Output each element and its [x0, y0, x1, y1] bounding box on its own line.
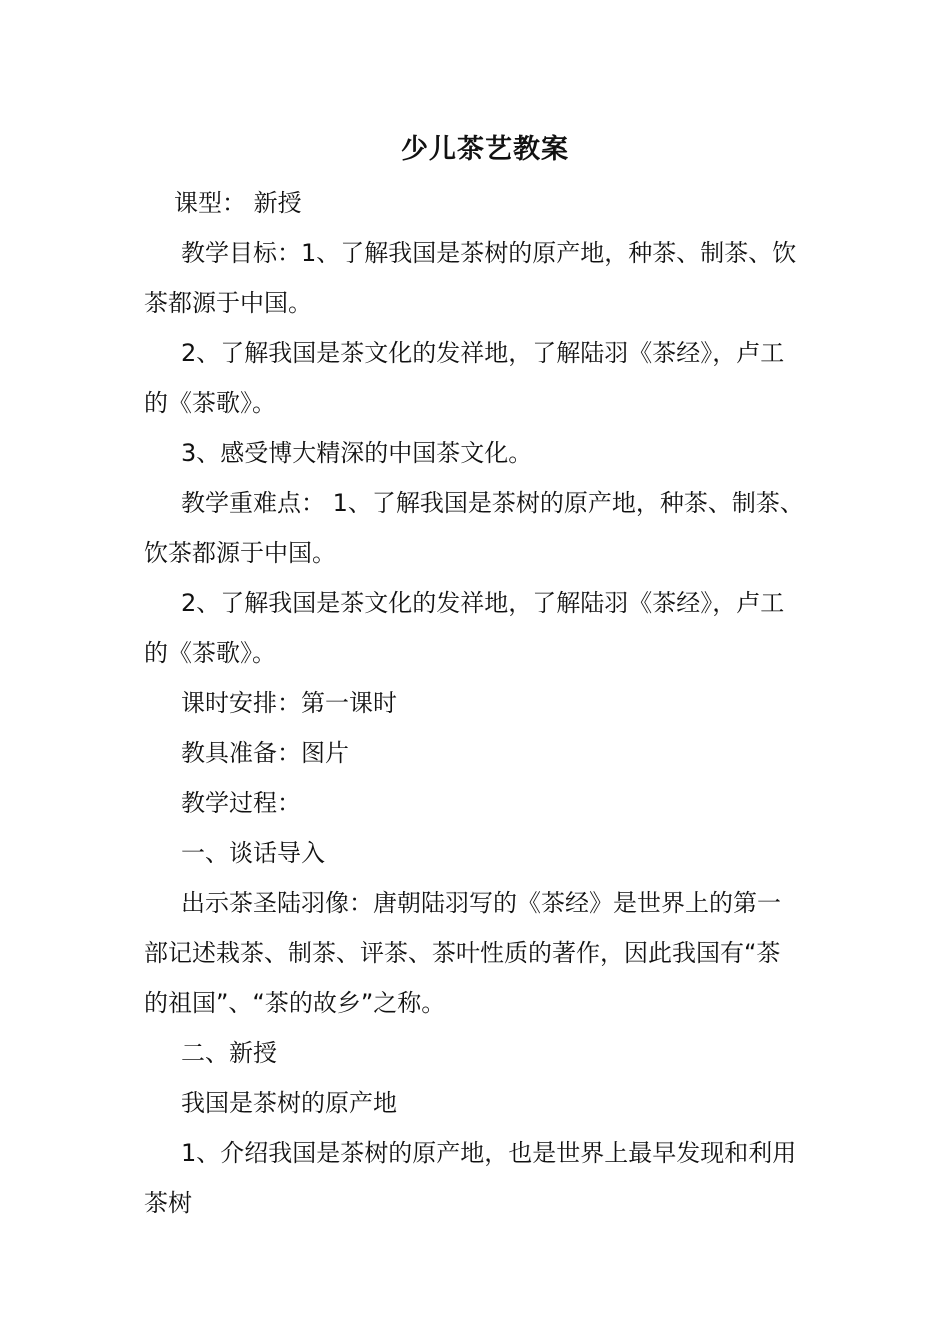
key-point-2-paragraph: 2、了解我国是茶文化的发祥地，了解陆羽《茶经》，卢工的《茶歌》。 — [144, 589, 785, 667]
document-body — [144, 178, 804, 1228]
objective-2-paragraph: 2、了解我国是茶文化的发祥地，了解陆羽《茶经》，卢工的《茶歌》。 — [144, 339, 785, 417]
process-heading: 教学过程： — [181, 789, 301, 817]
objectives-paragraph: 教学目标：1、了解我国是茶树的原产地，种茶、制茶、饮茶都源于中国。 — [144, 239, 797, 317]
intro-paragraph: 出示茶圣陆羽像：唐朝陆羽写的《茶经》是世界上的第一部记述栽茶、制茶、评茶、茶叶性质的著作，因此我国有“茶的祖国”、“茶的故乡”之称。 — [144, 889, 781, 1017]
subheading-paragraph: 我国是茶树的原产地 — [181, 1089, 397, 1117]
schedule-paragraph: 课时安排：第一课时 — [181, 689, 397, 717]
section-1-heading: 一、谈话导入 — [181, 839, 325, 867]
lesson-type-paragraph: 课型： 新授 — [174, 189, 302, 217]
point-1-paragraph: 1、介绍我国是茶树的原产地，也是世界上最早发现和利用茶树 — [144, 1139, 797, 1217]
key-points-paragraph: 教学重难点： 1、了解我国是茶树的原产地，种茶、制茶、饮茶都源于中国。 — [144, 489, 804, 567]
objective-3-paragraph: 3、感受博大精深的中国茶文化。 — [181, 439, 533, 467]
materials-paragraph: 教具准备：图片 — [181, 739, 349, 767]
document-title: 少儿茶艺教案 — [401, 134, 569, 165]
section-2-heading: 二、新授 — [181, 1039, 277, 1067]
